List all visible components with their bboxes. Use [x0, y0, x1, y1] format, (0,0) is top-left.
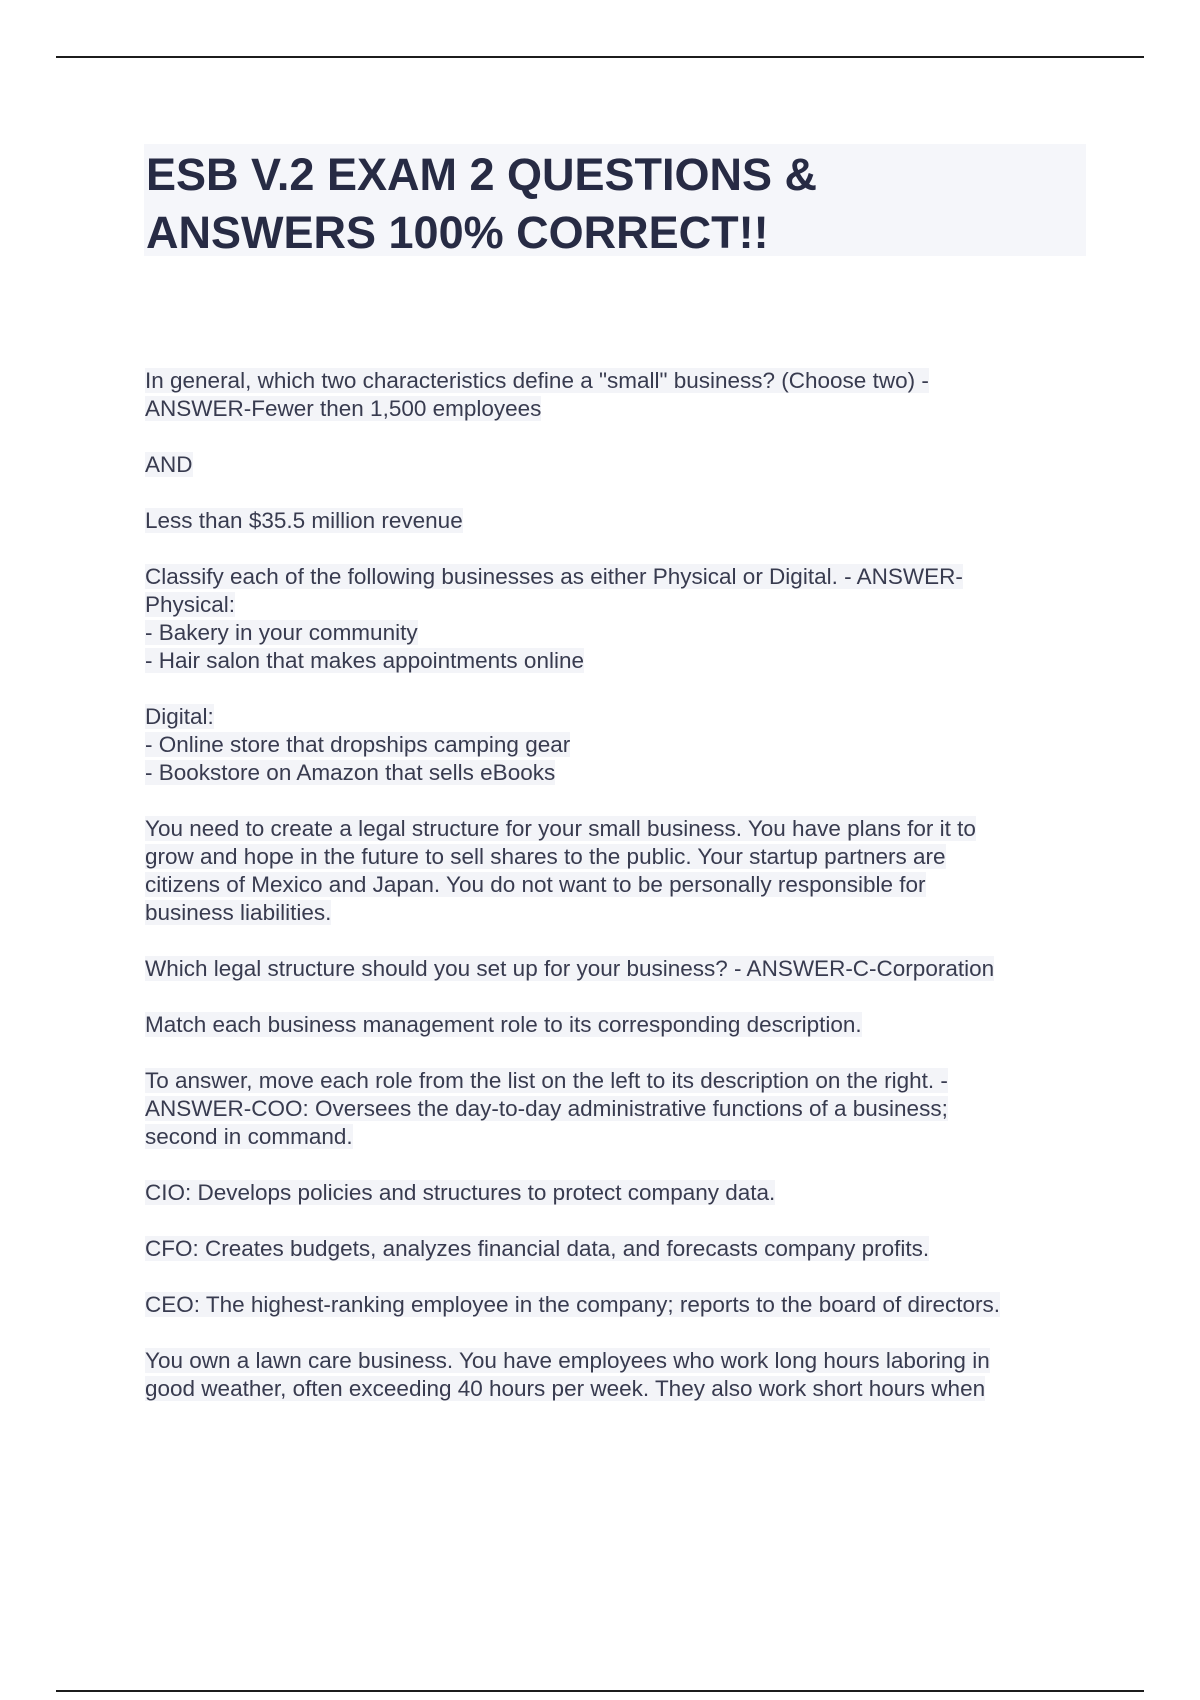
text-line — [145, 451, 1085, 479]
text-line — [145, 1011, 1085, 1039]
text-line — [145, 1347, 1085, 1375]
top-rule — [56, 56, 1144, 58]
text-line-content: grow and hope in the future to sell shares to the public. Your startup partners are — [145, 844, 946, 869]
paragraph — [145, 955, 1085, 983]
text-line-content: - Online store that dropships camping gear — [145, 732, 571, 757]
text-line — [145, 1291, 1085, 1319]
text-line-content: To answer, move each role from the list on the left to its description on the right. - — [145, 1068, 948, 1093]
text-line — [145, 1067, 1085, 1095]
paragraph — [145, 367, 1085, 423]
text-line-content: second in command. — [145, 1124, 353, 1149]
text-line — [145, 647, 1085, 675]
text-line-content: citizens of Mexico and Japan. You do not want to be personally responsible for — [145, 872, 926, 897]
text-line — [145, 703, 1085, 731]
text-line — [145, 1179, 1085, 1207]
text-line-content: business liabilities. — [145, 900, 332, 925]
text-line-content: AND — [145, 452, 193, 477]
paragraph — [145, 703, 1085, 787]
text-line — [145, 591, 1085, 619]
text-line-content: ANSWER-COO: Oversees the day-to-day administrative functions of a business; — [145, 1096, 948, 1121]
text-line — [145, 899, 1085, 927]
text-line-content: Classify each of the following businesses as either Physical or Digital. - ANSWER- — [145, 564, 963, 589]
paragraph — [145, 1235, 1085, 1263]
paragraph — [145, 1179, 1085, 1207]
title-line-1: ESB V.2 EXAM 2 QUESTIONS & — [146, 149, 818, 200]
text-line-content: Which legal structure should you set up for your business? - ANSWER-C-Corporation — [145, 956, 995, 981]
title-line-2: ANSWERS 100% CORRECT!! — [146, 207, 769, 258]
document-body — [145, 367, 1085, 1431]
text-line — [145, 1095, 1085, 1123]
text-line — [145, 563, 1085, 591]
paragraph — [145, 1347, 1085, 1403]
text-line — [145, 731, 1085, 759]
paragraph — [145, 1067, 1085, 1151]
text-line — [145, 619, 1085, 647]
text-line — [145, 955, 1085, 983]
paragraph — [145, 1291, 1085, 1319]
text-line — [145, 871, 1085, 899]
paragraph — [145, 451, 1085, 479]
text-line-content: - Bakery in your community — [145, 620, 418, 645]
text-line-content: CIO: Develops policies and structures to protect company data. — [145, 1180, 776, 1205]
bottom-rule — [56, 1690, 1144, 1692]
paragraph — [145, 1011, 1085, 1039]
text-line-content: You own a lawn care business. You have employees who work long hours laboring in — [145, 1348, 990, 1373]
text-line-content: Less than $35.5 million revenue — [145, 508, 463, 533]
paragraph — [145, 563, 1085, 675]
text-line — [145, 1235, 1085, 1263]
text-line-content: Physical: — [145, 592, 236, 617]
paragraph — [145, 507, 1085, 535]
text-line — [145, 395, 1085, 423]
text-line — [145, 843, 1085, 871]
text-line-content: good weather, often exceeding 40 hours per week. They also work short hours when — [145, 1376, 986, 1401]
text-line — [145, 815, 1085, 843]
text-line-content: - Bookstore on Amazon that sells eBooks — [145, 760, 556, 785]
text-line — [145, 759, 1085, 787]
text-line — [145, 1375, 1085, 1403]
text-line — [145, 1123, 1085, 1151]
text-line — [145, 507, 1085, 535]
text-line-content: Digital: — [145, 704, 214, 729]
text-line-content: CEO: The highest-ranking employee in the company; reports to the board of directors. — [145, 1292, 1001, 1317]
text-line-content: CFO: Creates budgets, analyzes financial data, and forecasts company profits. — [145, 1236, 930, 1261]
text-line-content: In general, which two characteristics define a "small" business? (Choose two) - — [145, 368, 929, 393]
paragraph — [145, 815, 1085, 927]
text-line-content: - Hair salon that makes appointments online — [145, 648, 584, 673]
text-line-content: ANSWER-Fewer then 1,500 employees — [145, 396, 542, 421]
document-title — [146, 146, 1076, 262]
text-line-content: Match each business management role to its corresponding description. — [145, 1012, 862, 1037]
text-line-content: You need to create a legal structure for your small business. You have plans for it to — [145, 816, 976, 841]
text-line — [145, 367, 1085, 395]
